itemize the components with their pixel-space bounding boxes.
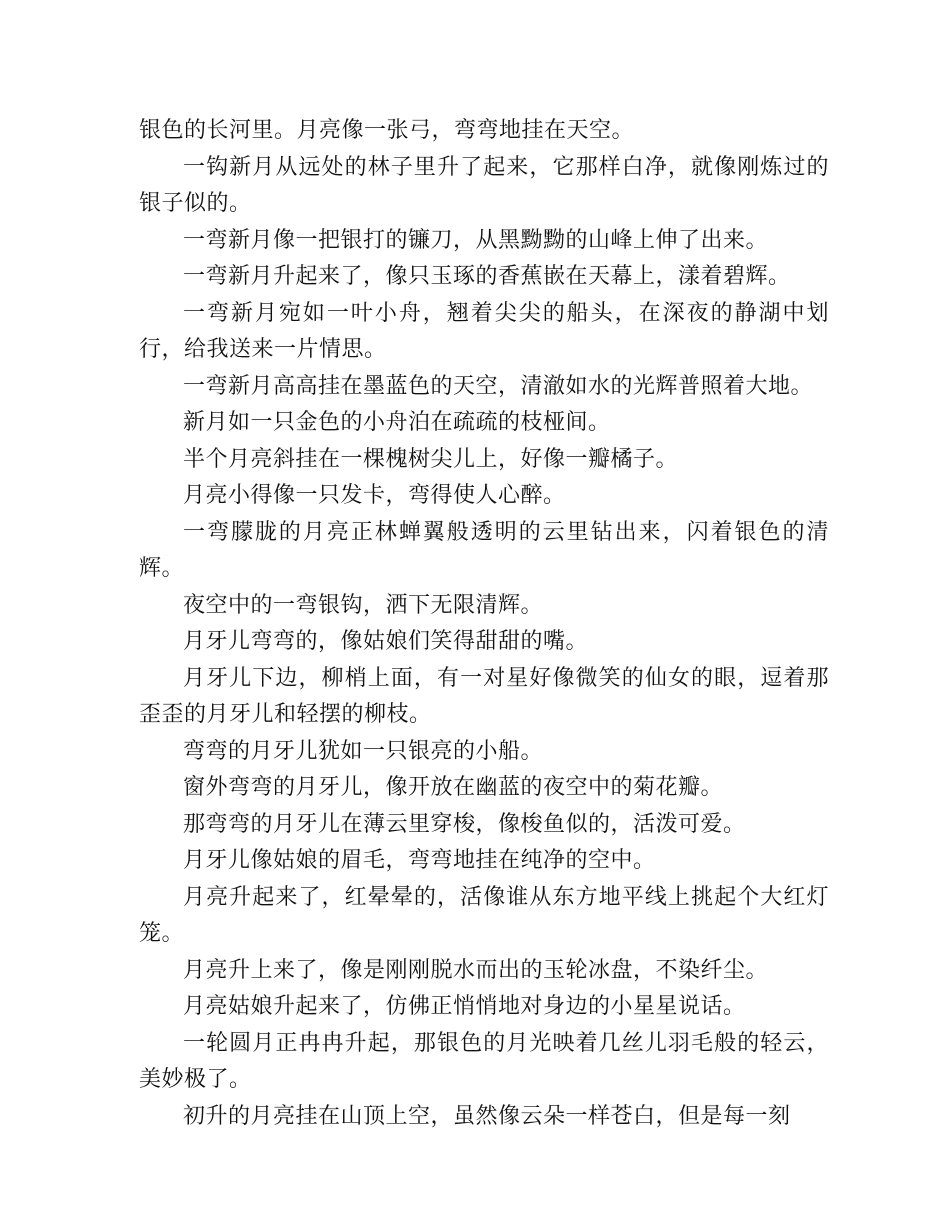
paragraph: 月牙儿下边，柳梢上面，有一对星好像微笑的仙女的眼，逗着那歪歪的月牙儿和轻摆的柳枝。 — [139, 665, 829, 727]
paragraph: 月牙儿弯弯的，像姑娘们笑得甜甜的嘴。 — [183, 629, 589, 654]
paragraph: 夜空中的一弯银钩，洒下无限清辉。 — [183, 592, 544, 618]
paragraph: 一弯新月宛如一叶小舟，翘着尖尖的船头，在深夜的静湖中划行，给我送来一片情思。 — [139, 300, 829, 362]
paragraph: 一弯新月升起来了，像只玉琢的香蕉嵌在天幕上，漾着碧辉。 — [183, 264, 791, 289]
paragraph: 那弯弯的月牙儿在薄云里穿梭，像梭鱼似的，活泼可爱。 — [183, 811, 746, 837]
paragraph: 一轮圆月正冉冉升起，那银色的月光映着几丝儿羽毛般的轻云，美妙极了。 — [139, 1030, 829, 1092]
paragraph: 一弯朦胧的月亮正林蝉翼般透明的云里钻出来，闪着银色的清辉。 — [139, 519, 829, 581]
paragraph: 月牙儿像姑娘的眉毛，弯弯地挂在纯净的空中。 — [183, 848, 656, 873]
paragraph: 一弯新月像一把银打的镰刀，从黑黝黝的山峰上伸了出来。 — [183, 227, 769, 253]
paragraph: 月亮升上来了，像是刚刚脱水而出的玉轮冰盘，不染纤尘。 — [183, 957, 769, 983]
paragraph: 一钩新月从远处的林子里升了起来，它那样白净，就像刚炼过的银子似的。 — [139, 154, 829, 216]
paragraph: 初升的月亮挂在山顶上空，虽然像云朵一样苍白，但是每一刻 — [183, 1103, 791, 1129]
paragraph: 一弯新月高高挂在墨蓝色的天空，清澈如水的光辉普照着大地。 — [183, 373, 814, 399]
paragraph: 月亮姑娘升起来了，仿佛正悄悄地对身边的小星星说话。 — [183, 994, 746, 1019]
paragraph: 窗外弯弯的月牙儿，像开放在幽蓝的夜空中的菊花瓣。 — [183, 775, 724, 800]
paragraph: 新月如一只金色的小舟泊在疏疏的枝桠间。 — [183, 410, 611, 435]
document-body — [139, 113, 829, 1135]
paragraph: 月亮升起来了，红晕晕的，活像谁从东方地平线上挑起个大红灯笼。 — [139, 884, 829, 946]
paragraph: 月亮小得像一只发卡，弯得使人心醉。 — [183, 483, 566, 508]
paragraph: 半个月亮斜挂在一棵槐树尖儿上，好像一瓣橘子。 — [183, 446, 679, 472]
paragraph-continued: 银色的长河里。月亮像一张弓，弯弯地挂在天空。 — [139, 118, 635, 143]
paragraph: 弯弯的月牙儿犹如一只银亮的小船。 — [183, 738, 544, 764]
